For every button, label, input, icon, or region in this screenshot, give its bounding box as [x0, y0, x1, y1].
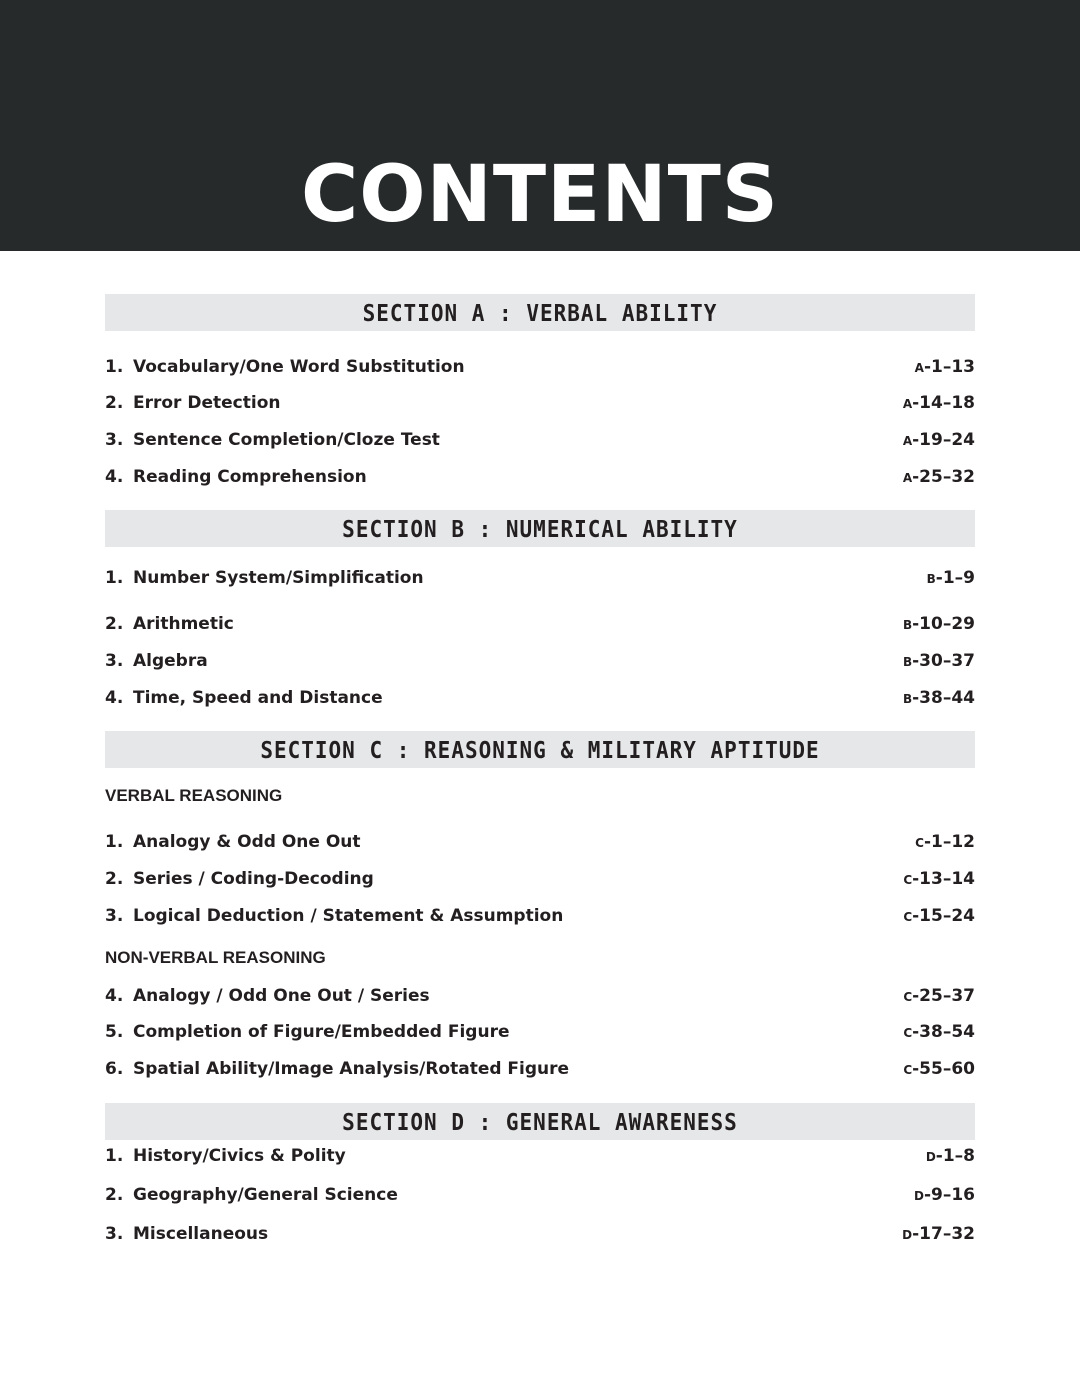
entry-title: Error Detection: [133, 393, 281, 413]
entry-pages: D-17–32: [902, 1224, 975, 1244]
entry-number: 1.: [105, 1146, 124, 1166]
entry-title: Algebra: [133, 651, 208, 671]
entry-number: 2.: [105, 393, 124, 413]
entry-pages: A-1–13: [914, 357, 975, 377]
toc-entry[interactable]: [105, 902, 975, 930]
entry-title: Miscellaneous: [133, 1224, 269, 1244]
entry-pages: C-15–24: [903, 906, 975, 926]
section-title: SECTION D : GENERAL AWARENESS: [342, 1108, 738, 1135]
entry-title: Completion of Figure/Embedded Figure: [133, 1022, 510, 1042]
toc-entry[interactable]: [105, 982, 975, 1010]
entry-number: 5.: [105, 1022, 124, 1042]
entry-pages: C-13–14: [903, 869, 975, 889]
entry-pages: D-9–16: [913, 1185, 975, 1205]
toc-entry[interactable]: [105, 389, 975, 417]
toc-entry[interactable]: [105, 828, 975, 856]
entry-number: 1.: [105, 568, 124, 588]
entry-title: Logical Deduction / Statement & Assumption: [133, 906, 564, 926]
entry-pages: B-38–44: [902, 688, 975, 708]
section-b-header: [105, 510, 975, 547]
entry-pages: C-38–54: [903, 1022, 975, 1042]
entry-title: Number System/Simplification: [133, 568, 424, 588]
toc-entry[interactable]: [105, 1220, 975, 1248]
toc-entry[interactable]: [105, 610, 975, 638]
section-d-header: [105, 1103, 975, 1140]
subsection-heading: NON-VERBAL REASONING: [105, 948, 326, 967]
subsection-heading: VERBAL REASONING: [105, 786, 283, 805]
entry-title: Sentence Completion/Cloze Test: [133, 430, 440, 450]
section-title: SECTION B : NUMERICAL ABILITY: [342, 515, 738, 542]
entry-number: 1.: [105, 832, 124, 852]
entry-title: Analogy & Odd One Out: [133, 832, 361, 852]
entry-pages: B-10–29: [902, 614, 975, 634]
section-a-header: [105, 294, 975, 331]
section-c-header: [105, 731, 975, 768]
entry-number: 4.: [105, 688, 124, 708]
entry-pages: C-25–37: [903, 986, 975, 1006]
entry-title: Arithmetic: [133, 614, 234, 634]
toc-entry[interactable]: [105, 353, 975, 381]
entry-number: 4.: [105, 986, 124, 1006]
header-banner: [0, 0, 1080, 251]
toc-entry[interactable]: [105, 426, 975, 454]
toc-entry[interactable]: [105, 1181, 975, 1209]
entry-pages: B-30–37: [902, 651, 975, 671]
toc-entry[interactable]: [105, 865, 975, 893]
entry-pages: A-19–24: [902, 430, 975, 450]
entry-number: 4.: [105, 467, 124, 487]
entry-pages: A-25–32: [902, 467, 975, 487]
entry-title: Spatial Ability/Image Analysis/Rotated Figure: [133, 1059, 570, 1079]
entry-pages: B-1–9: [926, 568, 975, 588]
entry-number: 3.: [105, 1224, 124, 1244]
entry-pages: D-1–8: [925, 1146, 975, 1166]
entry-title: Reading Comprehension: [133, 467, 367, 487]
toc-entry[interactable]: [105, 647, 975, 675]
page-title: CONTENTS: [301, 150, 779, 240]
toc-entry[interactable]: [105, 1142, 975, 1170]
toc-entry[interactable]: [105, 1018, 975, 1046]
entry-title: Geography/General Science: [133, 1185, 398, 1205]
entry-number: 3.: [105, 906, 124, 926]
entry-number: 2.: [105, 1185, 124, 1205]
entry-title: Time, Speed and Distance: [133, 688, 383, 708]
section-title: SECTION A : VERBAL ABILITY: [362, 299, 718, 326]
entry-title: History/Civics & Polity: [133, 1146, 346, 1166]
entry-title: Series / Coding-Decoding: [133, 869, 374, 889]
toc-entry[interactable]: [105, 684, 975, 712]
toc-entry[interactable]: [105, 564, 975, 592]
section-title: SECTION C : REASONING & MILITARY APTITUDE: [260, 736, 820, 763]
entry-title: Vocabulary/One Word Substitution: [133, 357, 465, 377]
entry-pages: A-14–18: [902, 393, 975, 413]
entry-number: 6.: [105, 1059, 124, 1079]
entry-number: 3.: [105, 651, 124, 671]
entry-number: 3.: [105, 430, 124, 450]
entry-pages: C-55–60: [903, 1059, 975, 1079]
toc-entry[interactable]: [105, 1055, 975, 1083]
entry-pages: C-1–12: [915, 832, 975, 852]
toc-entry[interactable]: [105, 463, 975, 491]
entry-title: Analogy / Odd One Out / Series: [133, 986, 430, 1006]
entry-number: 2.: [105, 869, 124, 889]
entry-number: 1.: [105, 357, 124, 377]
entry-number: 2.: [105, 614, 124, 634]
